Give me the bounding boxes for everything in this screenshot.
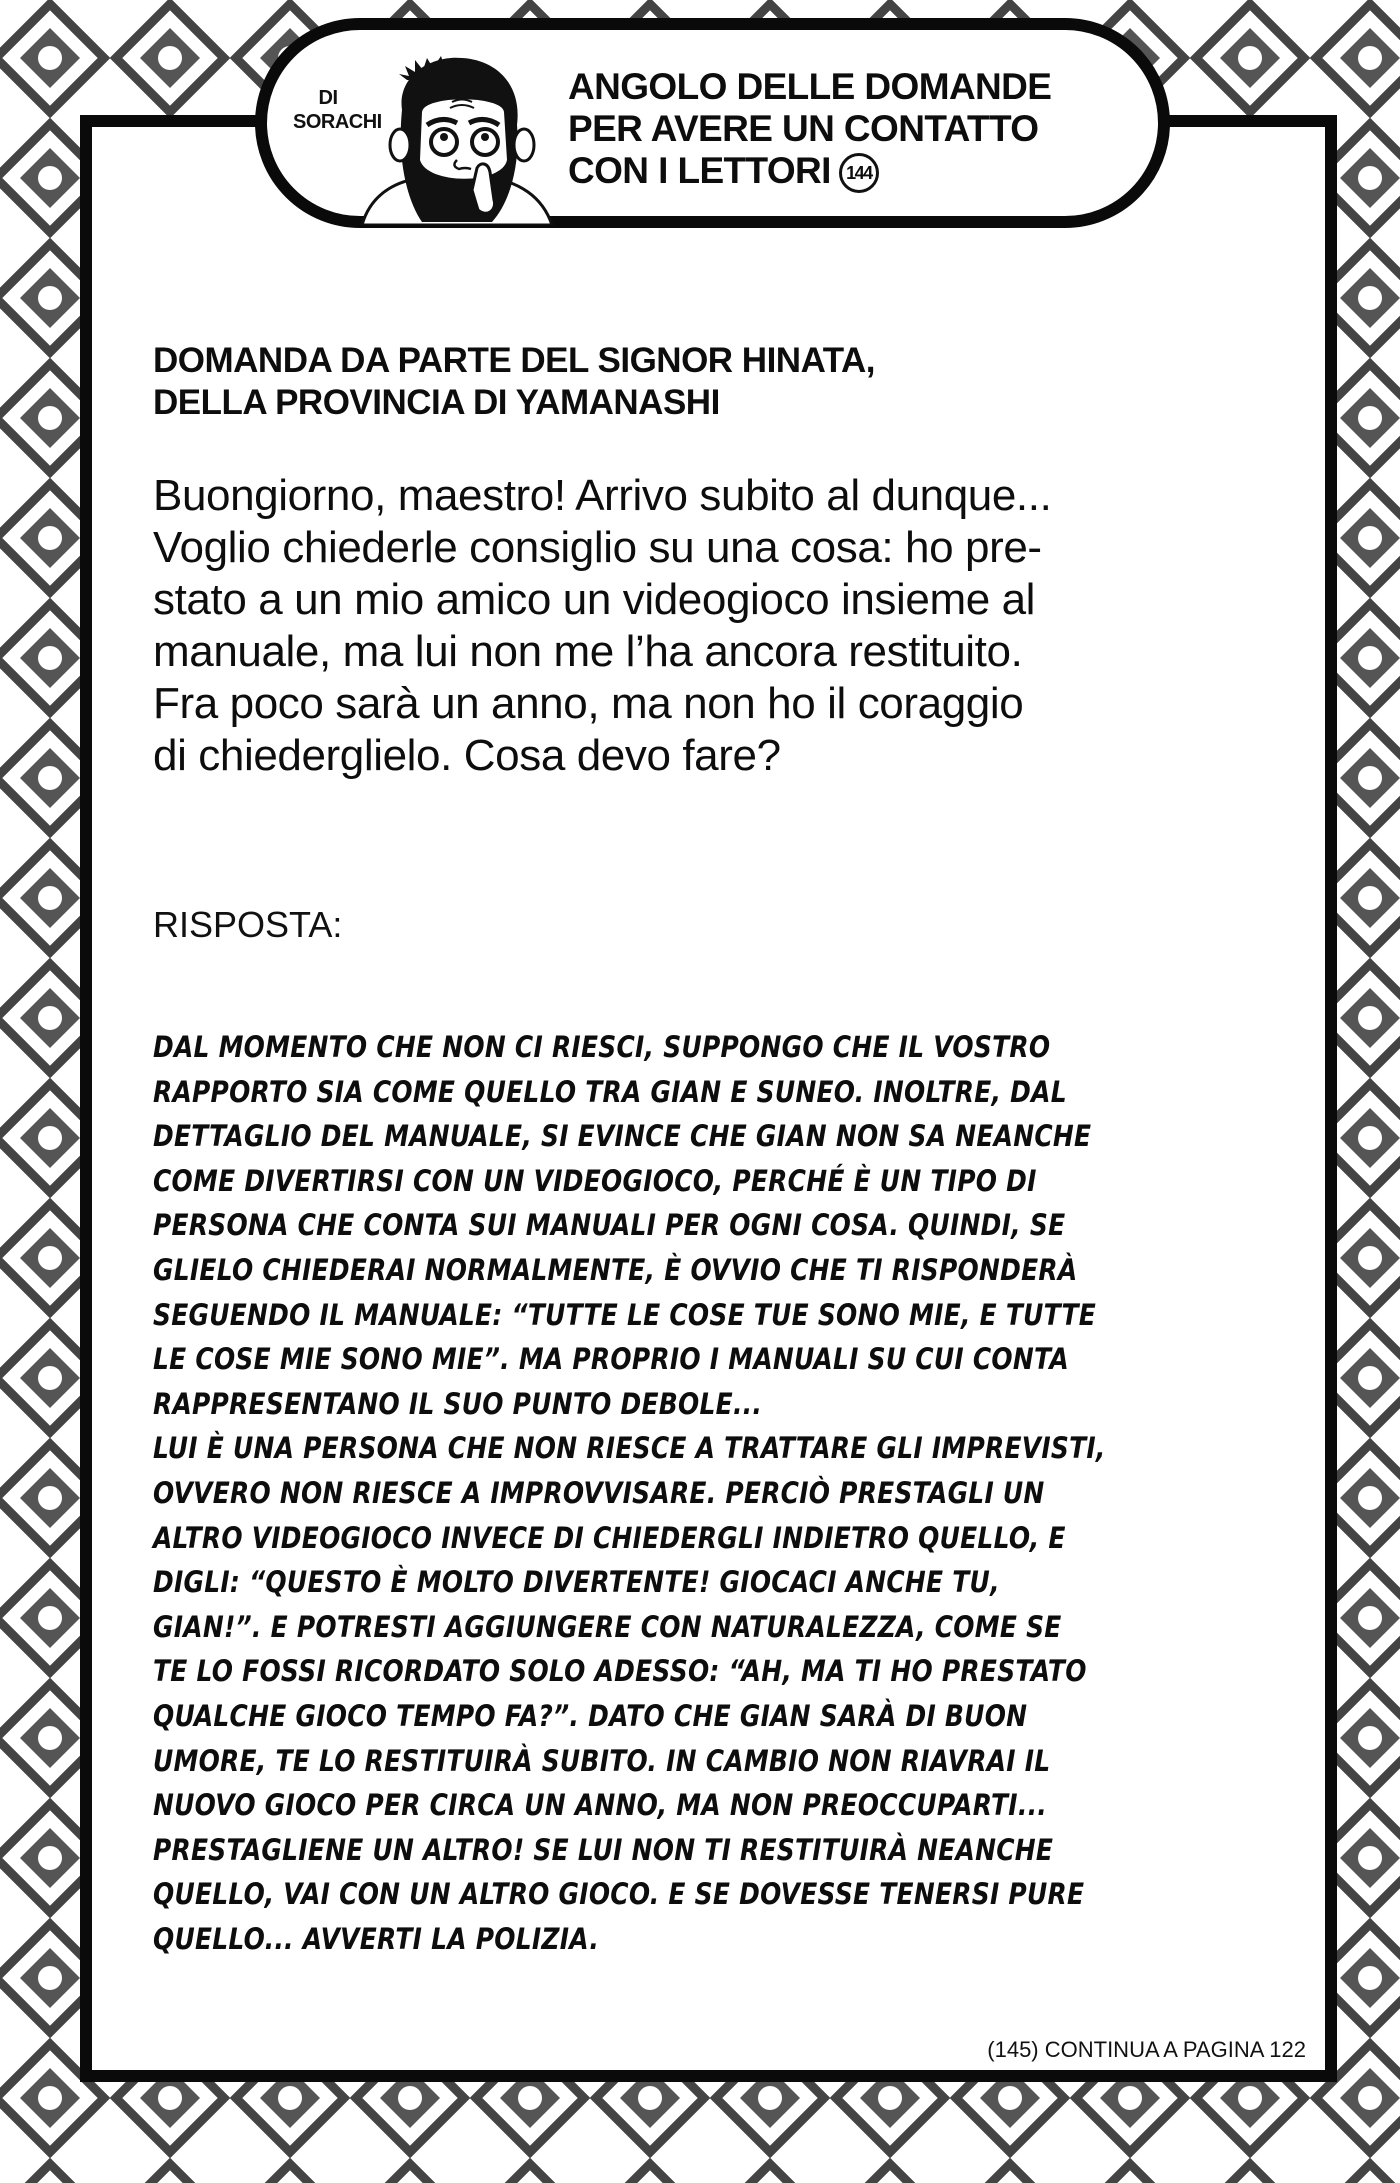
answer-body — [153, 1025, 1133, 1961]
question-line: di chiederglielo. Cosa devo fare? — [153, 731, 781, 780]
author-avatar-icon — [352, 50, 557, 225]
title-line-3-text: CON I LETTORI — [568, 150, 831, 191]
answer-line: OVVERO NON RIESCE A IMPROVVISARE. PERCIÒ PRESTAGLI UN — [153, 1475, 1045, 1510]
answer-line: QUELLO... AVVERTI LA POLIZIA. — [153, 1921, 600, 1956]
column-title — [568, 66, 1128, 193]
answer-line: SEGUENDO IL MANUALE: “TUTTE LE COSE TUE SONO MIE, E TUTTE — [153, 1297, 1097, 1332]
question-line: stato a un mio amico un videogioco insieme al — [153, 575, 1036, 624]
byline-prefix: DI — [318, 87, 338, 109]
answer-line: GIAN!”. E POTRESTI AGGIUNGERE CON NATURALEZZA, COME SE — [153, 1609, 1062, 1644]
answer-line: ALTRO VIDEOGIOCO INVECE DI CHIEDERGLI INDIETRO QUELLO, E — [153, 1520, 1066, 1555]
title-line-1: ANGOLO DELLE DOMANDE — [568, 66, 1052, 107]
answer-label: RISPOSTA: — [153, 904, 343, 945]
title-line-3 — [568, 150, 1128, 193]
issue-number-badge: 144 — [839, 153, 879, 193]
answer-line: DETTAGLIO DEL MANUALE, SI EVINCE CHE GIAN NON SA NEANCHE — [153, 1119, 1092, 1154]
question-line: Fra poco sarà un anno, ma non ho il coraggio — [153, 679, 1024, 728]
question-line: manuale, ma lui non me l’ha ancora restituito. — [153, 627, 1023, 676]
question-heading-line: DELLA PROVINCIA DI YAMANASHI — [153, 383, 720, 422]
question-heading — [153, 340, 1303, 424]
answer-line: QUELLO, VAI CON UN ALTRO GIOCO. E SE DOVESSE TENERSI PURE — [153, 1877, 1085, 1912]
question-line: Buongiorno, maestro! Arrivo subito al dunque... — [153, 471, 1052, 520]
answer-line: PRESTAGLIENE UN ALTRO! SE LUI NON TI RESTITUIRÀ NEANCHE — [153, 1832, 1054, 1867]
answer-line: RAPPRESENTANO IL SUO PUNTO DEBOLE... — [153, 1386, 763, 1421]
answer-line: GLIELO CHIEDERAI NORMALMENTE, È OVVIO CHE TI RISPONDERÀ — [153, 1252, 1078, 1287]
question-body — [153, 470, 1313, 782]
continuation-note: (145) CONTINUA A PAGINA 122 — [987, 2037, 1306, 2062]
answer-line: DAL MOMENTO CHE NON CI RIESCI, SUPPONGO CHE IL VOSTRO — [153, 1030, 1051, 1064]
answer-line: DIGLI: “QUESTO È MOLTO DIVERTENTE! GIOCACI ANCHE TU, — [153, 1565, 1000, 1600]
question-heading-line: DOMANDA DA PARTE DEL SIGNOR HINATA, — [153, 341, 876, 380]
answer-line: QUALCHE GIOCO TEMPO FA?”. DATO CHE GIAN SARÀ DI BUON — [153, 1698, 1028, 1733]
question-line: Voglio chiederle consiglio su una cosa: ho pre- — [153, 523, 1042, 572]
byline-author: SORACHI — [293, 111, 382, 133]
answer-line: NUOVO GIOCO PER CIRCA UN ANNO, MA NON PREOCCUPARTI... — [153, 1788, 1048, 1823]
answer-line: TE LO FOSSI RICORDATO SOLO ADESSO: “AH, MA TI HO PRESTATO — [153, 1654, 1087, 1689]
answer-line: RAPPORTO SIA COME QUELLO TRA GIAN E SUNEO. INOLTRE, DAL — [153, 1074, 1067, 1109]
answer-line: UMORE, TE LO RESTITUIRÀ SUBITO. IN CAMBIO NON RIAVRAI IL — [153, 1743, 1051, 1778]
answer-line: COME DIVERTIRSI CON UN VIDEOGIOCO, PERCHÉ È UN TIPO DI — [153, 1163, 1037, 1198]
answer-line: PERSONA CHE CONTA SUI MANUALI PER OGNI COSA. QUINDI, SE — [153, 1208, 1066, 1243]
answer-line: LE COSE MIE SONO MIE”. MA PROPRIO I MANUALI SU CUI CONTA — [153, 1342, 1069, 1377]
title-line-2: PER AVERE UN CONTATTO — [568, 108, 1039, 149]
answer-line: LUI È UNA PERSONA CHE NON RIESCE A TRATTARE GLI IMPREVISTI, — [153, 1431, 1106, 1466]
